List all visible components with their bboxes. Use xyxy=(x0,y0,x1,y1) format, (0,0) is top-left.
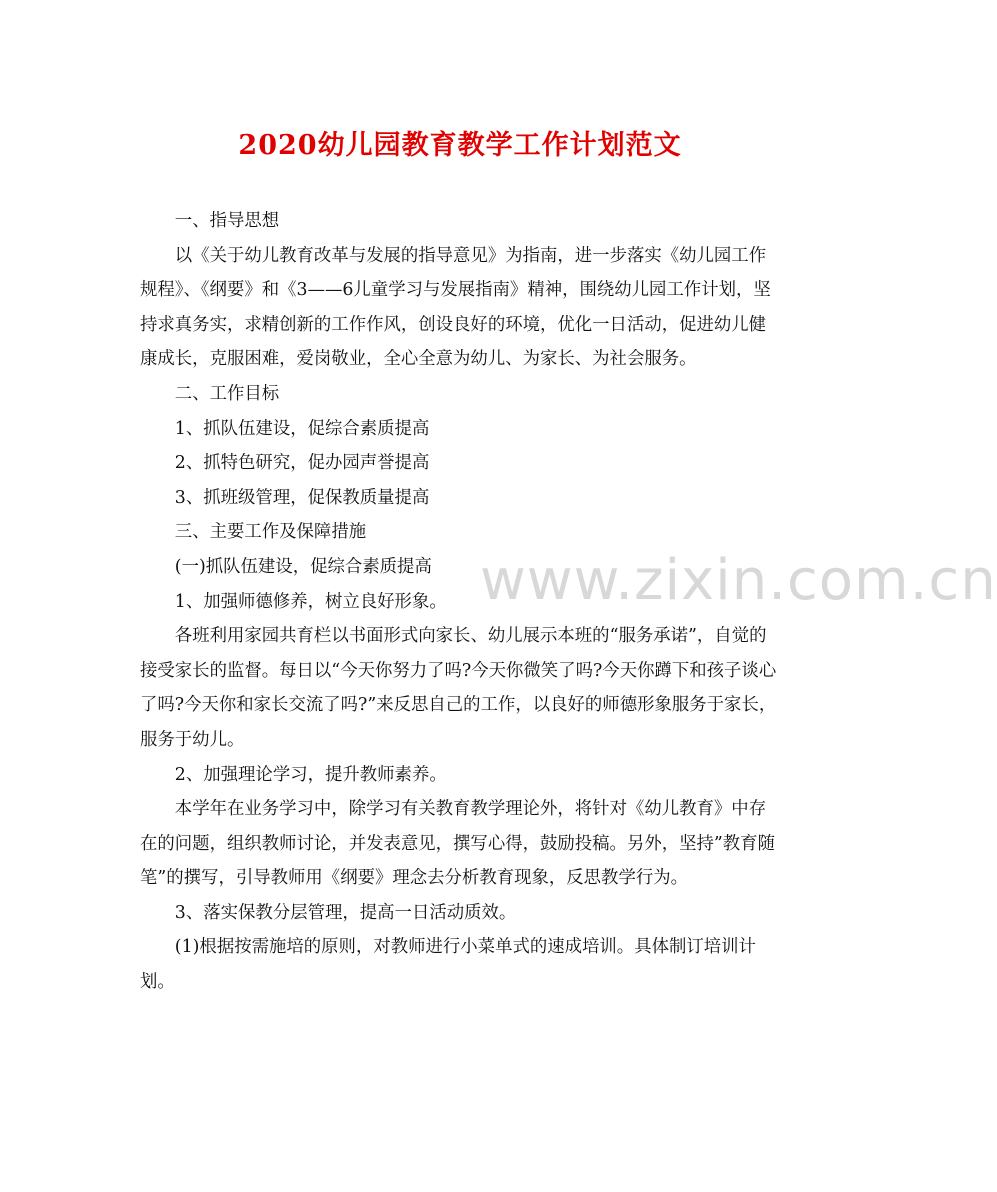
paragraph-theory-study: 本学年在业务学习中，除学习有关教育教学理论外，将针对《幼儿教育》中存在的问题，组织教师讨论，并发表意见，撰写心得，鼓励投稿。另外，坚持”教育随笔”的撰写，引导教师用《纲要》理念去分析教育现象，反思教学行为。 xyxy=(140,799,775,889)
paragraph-training: (1)根据按需施培的原则，对教师进行小菜单式的速成培训。具体制订培训计划。 xyxy=(140,937,756,993)
goal-item: 3、抓班级管理，促保教质量提高 xyxy=(174,487,430,508)
goal-item: 2、抓特色研究，促办园声誉提高 xyxy=(174,453,430,474)
subheading-team-building: (一)抓队伍建设，促综合素质提高 xyxy=(174,556,432,577)
paragraph-guiding-ideology: 以《关于幼儿教育改革与发展的指导意见》为指南，进一步落实《幼儿园工作规程》、《纲要》和《3——6儿童学习与发展指南》精神，围绕幼儿园工作计划，坚持求真务实，求精创新的工作作风，创设良好的环境，优化一日活动，促进幼儿健康成长，克服困难，爱岗敬业，全心全意为幼儿、为家长、为社会服务。 xyxy=(140,245,771,370)
item-layered-management: 3、落实保教分层管理，提高一日活动质效。 xyxy=(174,902,517,923)
item-ethics: 1、加强师德修养，树立良好形象。 xyxy=(174,591,447,612)
document-title: 2020幼儿园教育教学工作计划范文 xyxy=(238,130,682,161)
item-theory-study: 2、加强理论学习，提升教师素养。 xyxy=(174,764,447,785)
paragraph-ethics: 各班利用家园共育栏以书面形式向家长、幼儿展示本班的“服务承诺”，自觉的接受家长的监督。每日以“今天你努力了吗?今天你微笑了吗?今天你蹲下和孩子谈心了吗?今天你和家长交流了吗?”来反思自己的工作，以良好的师德形象服务于家长，服务于幼儿。 xyxy=(140,626,777,750)
heading-guiding-ideology: 一、指导思想 xyxy=(174,211,280,231)
watermark: www.zixin.com.cn xyxy=(480,548,997,613)
heading-main-work: 三、主要工作及保障措施 xyxy=(174,522,367,543)
document-body xyxy=(140,204,780,1000)
goal-item: 1、抓队伍建设，促综合素质提高 xyxy=(174,418,430,439)
heading-work-goals: 二、工作目标 xyxy=(174,383,280,404)
